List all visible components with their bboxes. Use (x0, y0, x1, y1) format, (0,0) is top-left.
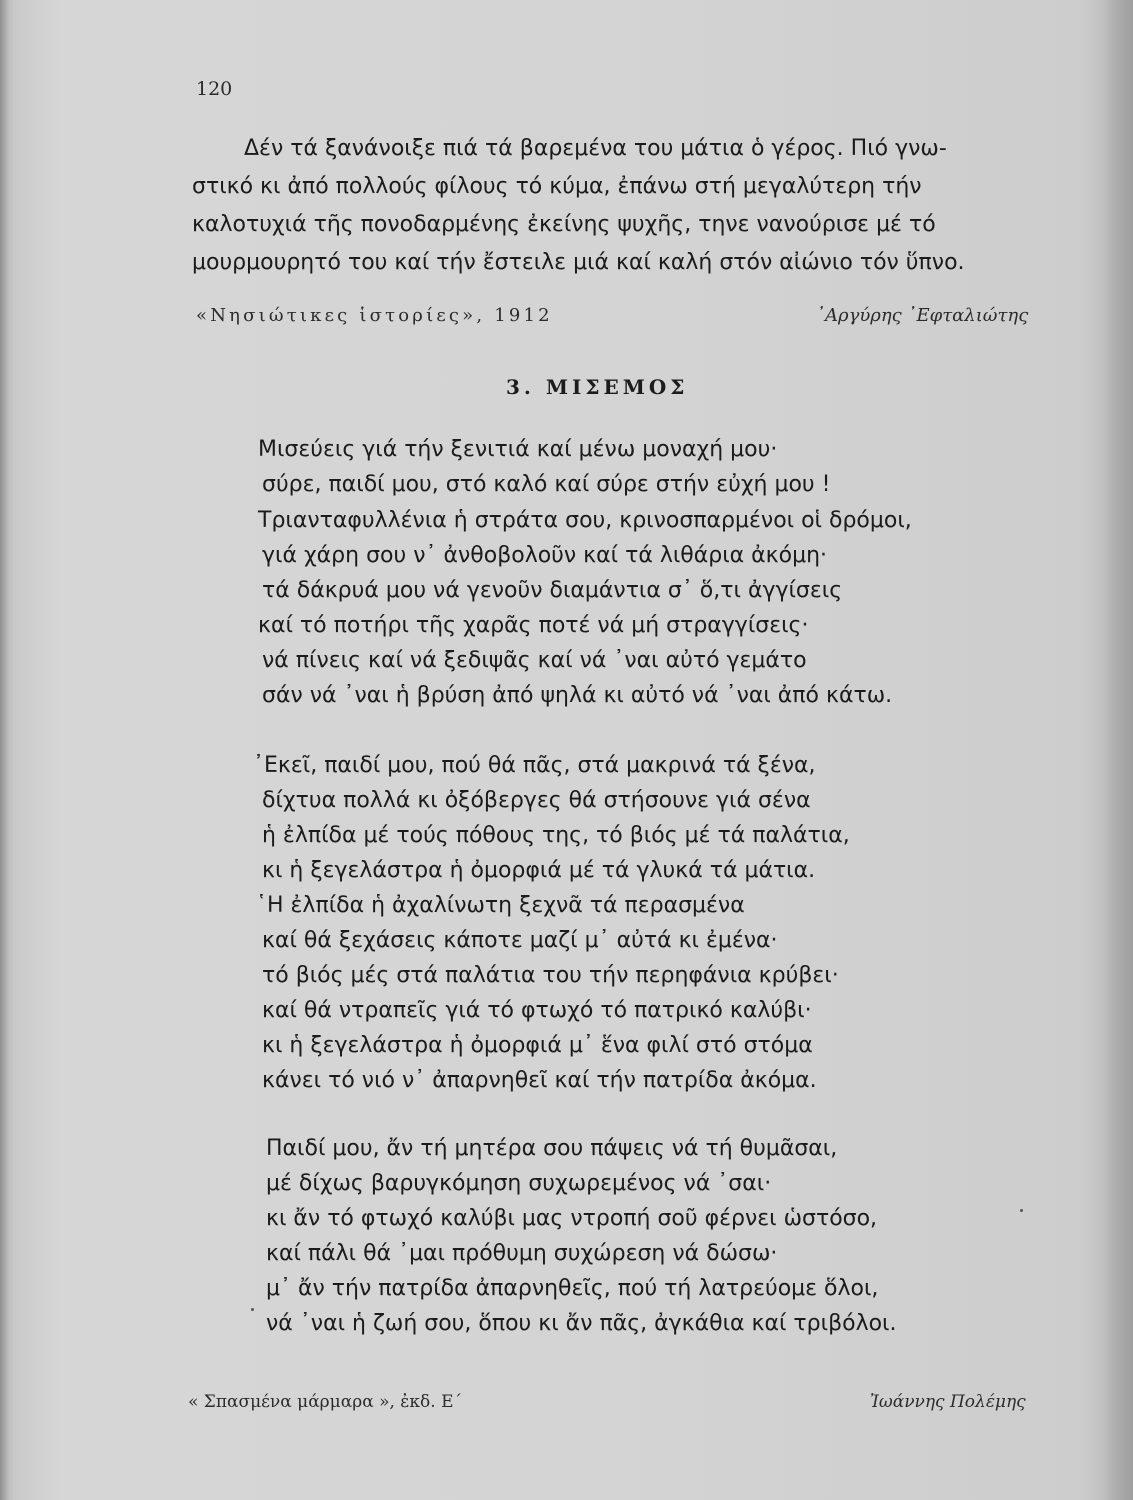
verse-line: κι ἡ ξεγελάστρα ἡ ὀμορφιά μ᾿ ἕνα φιλί στό στόμα (262, 1033, 813, 1058)
verse-line: γιά χάρη σου ν᾿ ἀνθοβολοῦν καί τά λιθάρια ἀκόμη· (262, 543, 828, 568)
verse-line: Μισεύεις γιά τήν ξενιτιά καί μένω μοναχή μου· (258, 437, 778, 462)
prose-line: στικό κι ἀπό πολλούς φίλους τό κύμα, ἐπάνω στή μεγαλύτερη τήν (192, 174, 922, 199)
verse-line: μέ δίχως βαρυγκόμηση συχωρεμένος νά ᾿σαι· (266, 1171, 772, 1196)
verse-line: καί πάλι θά ᾿μαι πρόθυμη συχώρεση νά δώσω· (266, 1241, 778, 1266)
binding-gutter-shadow (0, 0, 10, 1500)
verse-line: σάν νά ᾿ναι ἡ βρύση ἀπό ψηλά κι αὐτό νά ᾿ναι ἀπό κάτω. (262, 683, 893, 708)
verse-line: νά πίνεις καί νά ξεδιψᾶς καί νά ᾿ναι αὐτό γεμάτο (262, 648, 807, 673)
verse-line: Παιδί μου, ἄν τή μητέρα σου πάψεις νά τή θυμᾶσαι, (266, 1136, 838, 1161)
verse-line: ῾Η ἐλπίδα ἡ ἀχαλίνωτη ξεχνᾶ τά περασμένα (256, 893, 745, 918)
prose-line: καλοτυχιά τῆς πονοδαρμένης ἐκείνης ψυχῆς, τηνε νανούρισε μέ τό (192, 212, 936, 237)
verse-line: ᾿Εκεῖ, παιδί μου, πού θά πᾶς, στά μακρινά τά ξένα, (253, 753, 816, 778)
poem-title: 3. ΜΙΣΕΜΟΣ (506, 375, 689, 399)
verse-line: δίχτυα πολλά κι ὀξόβεργες θά στήσουνε γιά σένα (262, 788, 811, 813)
verse-line: τά δάκρυά μου νά γενοῦν διαμάντια σ᾿ ὅ,τι ἀγγίσεις (262, 578, 843, 603)
print-speck (1020, 1209, 1023, 1212)
source-title: «Νησιώτικες ἱστορίες», 1912 (196, 305, 553, 326)
verse-line: καί τό ποτήρι τῆς χαρᾶς ποτέ νά μή στραγγίσεις· (258, 613, 809, 638)
verse-line: κι ἡ ξεγελάστρα ἡ ὀμορφιά μέ τά γλυκά τά μάτια. (262, 858, 816, 883)
verse-line: σύρε, παιδί μου, στό καλό καί σύρε στήν εὐχή μου ! (262, 472, 831, 497)
prose-line: Δέν τά ξανάνοιξε πιά τά βαρεμένα του μάτια ὁ γέρος. Πιό γνω- (244, 136, 947, 161)
source-author: ᾿Αργύρης ᾿Εφταλιώτης (816, 305, 1029, 326)
verse-line: κι ἄν τό φτωχό καλύβι μας ντροπή σοῦ φέρνει ὡστόσο, (266, 1206, 878, 1231)
verse-line: μ᾿ ἄν τήν πατρίδα ἀπαρνηθεῖς, πού τή λατρεύομε ὅλοι, (266, 1276, 879, 1301)
verse-line: καί θά ντραπεῖς γιά τό φτωχό τό πατρικό καλύβι· (262, 998, 812, 1023)
prose-line: μουρμουρητό του καί τήν ἔστειλε μιά καί καλή στόν αἰώνιο τόν ὕπνο. (192, 250, 965, 275)
source-title: « Σπασμένα μάρμαρα », ἐκδ. Ε΄ (188, 1392, 462, 1412)
source-author: Ἰωάννης Πολέμης (870, 1392, 1026, 1412)
verse-line: Τριανταφυλλένια ἡ στράτα σου, κρινοσπαρμένοι οἱ δρόμοι, (258, 508, 912, 533)
print-speck (251, 1308, 254, 1311)
page-edge-shadow (1103, 0, 1133, 1500)
verse-line: νά ᾿ναι ἡ ζωή σου, ὅπου κι ἄν πᾶς, ἀγκάθια καί τριβόλοι. (266, 1311, 897, 1336)
page-number: 120 (196, 78, 233, 100)
verse-line: ἡ ἐλπίδα μέ τούς πόθους της, τό βιός μέ τά παλάτια, (262, 823, 850, 848)
verse-line: κάνει τό νιό ν᾿ ἀπαρνηθεῖ καί τήν πατρίδα ἀκόμα. (262, 1068, 817, 1093)
verse-line: καί θά ξεχάσεις κάποτε μαζί μ᾿ αὐτά κι ἐμένα· (262, 928, 778, 953)
verse-line: τό βιός μές στά παλάτια του τήν περηφάνια κρύβει· (262, 963, 839, 988)
